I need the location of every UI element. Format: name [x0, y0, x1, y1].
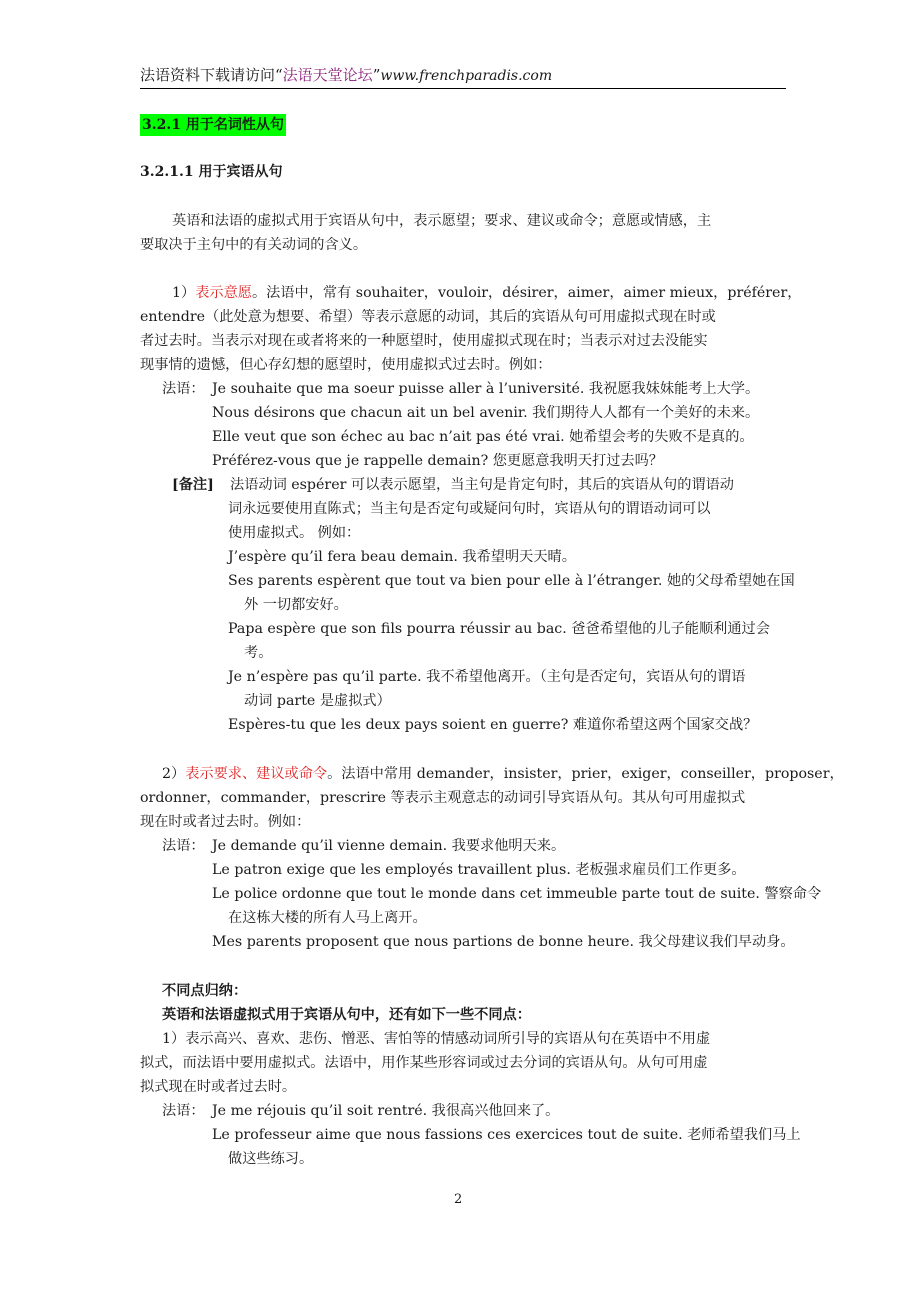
- note-example-cont: 动词 parte 是虚拟式）: [244, 693, 391, 709]
- summary-line: 拟式，而法语中要用虚拟式。法语中，用作某些形容词或过去分词的宾语从句。从句可用虚: [140, 1055, 708, 1071]
- p1-line: 者过去时。当表示对现在或者将来的一种愿望时，使用虚拟式现在时；当表示对过去没能实: [140, 333, 708, 349]
- header-site-name: 法语天堂论坛: [282, 66, 373, 84]
- summary-title: 不同点归纳：: [162, 983, 248, 999]
- p2-first-line: [162, 762, 844, 787]
- example-line: Mes parents proposent que nous partions de bonne heure. 我父母建议我们早动身。: [212, 934, 795, 950]
- example-label: 法语：: [162, 838, 205, 854]
- header-prefix: 法语资料下载请访问“: [140, 66, 283, 84]
- note-example: Je n’espère pas qu’il parte. 我不希望他离开。（主句是否定句，宾语从句的谓语: [228, 669, 746, 685]
- note-example: J’espère qu’il fera beau demain. 我希望明天天晴。: [228, 549, 576, 565]
- example-line: Je demande qu’il vienne demain. 我要求他明天来。: [212, 838, 566, 854]
- p2-line: ordonner，commander，prescrire 等表示主观意志的动词引导宾语从句。其从句可用虚拟式: [140, 790, 746, 806]
- note-label: [备注]: [172, 477, 214, 493]
- example-line-cont: 在这栋大楼的所有人马上离开。: [228, 910, 427, 926]
- note-example: Ses parents espèrent que tout va bien pour elle à l’étranger. 她的父母希望她在国: [228, 573, 795, 589]
- section-title: 3.2.1 用于名词性从句: [140, 114, 286, 136]
- p2-lead: 2）: [162, 766, 186, 782]
- p2-tag: 表示要求、建议或命令: [185, 766, 328, 782]
- summary-line: 拟式现在时或者过去时。: [140, 1079, 297, 1095]
- example-line: Préférez-vous que je rappelle demain? 您更愿意我明天打过去吗？: [212, 453, 663, 469]
- note-example: Espères-tu que les deux pays soient en guerre? 难道你希望这两个国家交战？: [228, 717, 758, 733]
- note-example-cont: 考。: [244, 645, 273, 661]
- p2-line: 现在时或者过去时。例如：: [140, 814, 311, 830]
- example-line: Je souhaite que ma soeur puisse aller à l’université. 我祝愿我妹妹能考上大学。: [212, 381, 760, 397]
- intro-line-2: 要取决于主句中的有关动词的含义。: [140, 237, 368, 253]
- example-line: Le patron exige que les employés travaillent plus. 老板强求雇员们工作更多。: [212, 862, 746, 878]
- note-line: 使用虚拟式。 例如：: [228, 525, 361, 541]
- example-label: 法语：: [162, 381, 205, 397]
- example-line: Je me réjouis qu’il soit rentré. 我很高兴他回来了。: [212, 1103, 560, 1119]
- note-line: 法语动词 espérer 可以表示愿望，当主句是肯定句时，其后的宾语从句的谓语动: [230, 477, 734, 493]
- p1-line: entendre（此处意为想要、希望）等表示意愿的动词，其后的宾语从句可用虚拟式现在时或: [140, 309, 716, 325]
- p1-first-line: [172, 281, 801, 306]
- header-divider: [140, 88, 786, 89]
- page-header: [140, 64, 780, 87]
- note-example: Papa espère que son fils pourra réussir au bac. 爸爸希望他的儿子能顺利通过会: [228, 621, 770, 637]
- example-label: 法语：: [162, 1103, 205, 1119]
- p2-rest: 。法语中常用 demander，insister，prier，exiger，conseiller，proposer，: [327, 766, 844, 782]
- note-line: 词永远要使用直陈式；当主句是否定句或疑问句时，宾语从句的谓语动词可以: [228, 501, 711, 517]
- p1-line: 现事情的遗憾，但心存幻想的愿望时，使用虚拟式过去时。例如：: [140, 357, 552, 373]
- example-line: Elle veut que son échec au bac n’ait pas été vrai. 她希望会考的失败不是真的。: [212, 429, 754, 445]
- example-line-cont: 做这些练习。: [228, 1151, 314, 1167]
- header-suffix: ”: [372, 66, 381, 84]
- subsection-title: 3.2.1.1 用于宾语从句: [140, 164, 283, 180]
- summary-subtitle: 英语和法语虚拟式用于宾语从句中，还有如下一些不同点：: [162, 1007, 531, 1023]
- intro-line-1: 英语和法语的虚拟式用于宾语从句中，表示愿望；要求、建议或命令；意愿或情感，主: [172, 213, 712, 229]
- example-line: Le police ordonne que tout le monde dans cet immeuble parte tout de suite. 警察命令: [212, 886, 822, 902]
- p1-lead: 1）: [172, 285, 196, 301]
- summary-line: 1）表示高兴、喜欢、悲伤、憎恶、害怕等的情感动词所引导的宾语从句在英语中不用虚: [162, 1031, 711, 1047]
- p1-rest: 。法语中，常有 souhaiter，vouloir，désirer，aimer，aimer mieux，préférer，: [251, 285, 802, 301]
- example-line: Nous désirons que chacun ait un bel avenir. 我们期待人人都有一个美好的未来。: [212, 405, 760, 421]
- header-url: www.frenchparadis.com: [380, 68, 553, 84]
- p1-tag: 表示意愿: [195, 285, 252, 301]
- example-line: Le professeur aime que nous fassions ces exercices tout de suite. 老师希望我们马上: [212, 1127, 801, 1143]
- page-number: 2: [454, 1192, 463, 1207]
- note-example-cont: 外 一切都安好。: [244, 597, 348, 613]
